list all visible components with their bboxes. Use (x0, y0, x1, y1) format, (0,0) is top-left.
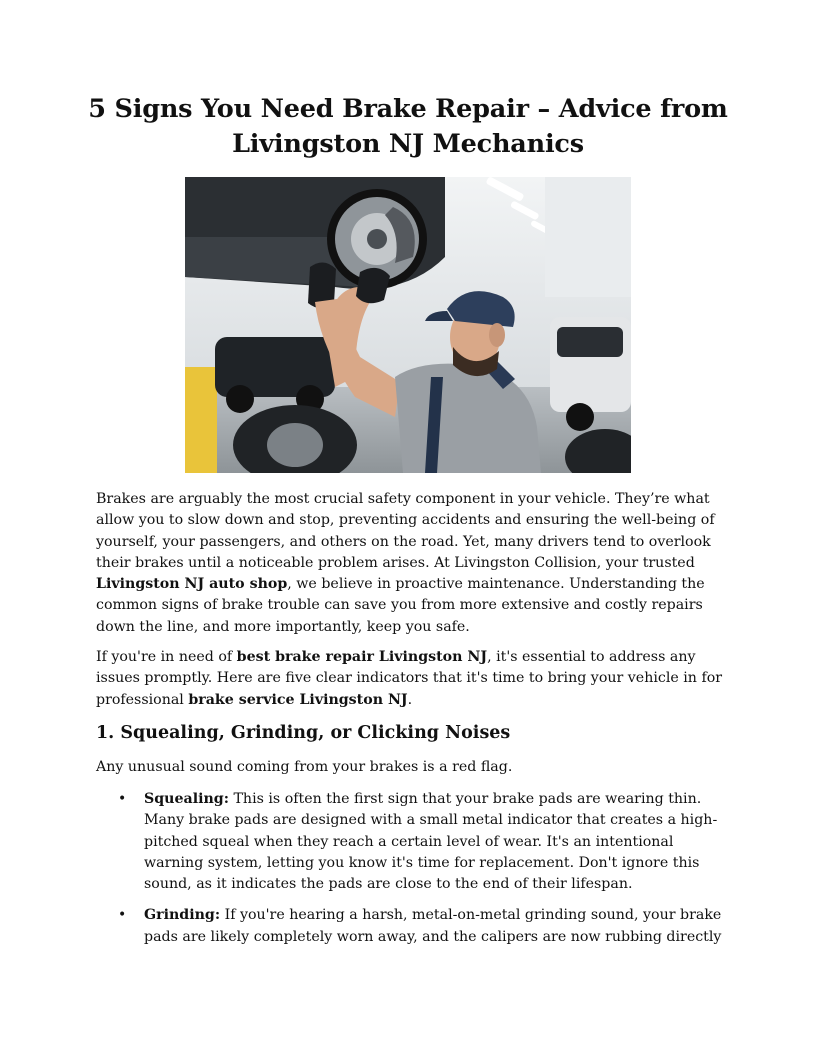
mechanic-photo (185, 177, 631, 473)
hero-image (185, 177, 631, 473)
list-item-text: This is often the first sign that your brake pads are wearing thin. Many brake pads are designed with a small metal indicator that creates a high-pitched squeal when they reach a certain level of wear. It's an intentional warning system, letting you know it's time for replacement. Don't ignore this sound, as it indicates the pads are close to the end of their lifespan. (144, 791, 718, 893)
service-text-2: , it's essential to address any issues promptly. Here are five clear indicators that it's time to bring your vehicle in for professional (96, 649, 723, 708)
brake-service-text: brake service Livingston NJ (188, 691, 408, 708)
section-heading: 1. Squealing, Grinding, or Clicking Noises (96, 723, 511, 743)
section-intro: Any unusual sound coming from your brakes is a red flag. (96, 759, 513, 775)
list-item (96, 789, 724, 895)
intro-paragraph (96, 489, 724, 638)
intro-text-1: Brakes are arguably the most crucial safety component in your vehicle. They’re what allow you to slow down and stop, preventing accidents and ensuring the well-being of yourself, your passengers, and others on the road. Yet, many drivers tend to overlook their brakes until a noticeable problem arises. At Livingston Collision, your trusted (96, 491, 715, 571)
intro-text-2: , we believe in proactive maintenance. Understanding the common signs of brake trouble can save you from more extensive and costly repairs down the line, and more importantly, keep you safe. (96, 576, 705, 635)
service-paragraph (96, 647, 724, 711)
list-item-label: Squealing: (144, 791, 229, 807)
bullet-icon: • (118, 907, 127, 924)
signs-list (96, 789, 724, 958)
list-item (96, 905, 724, 948)
service-text-1: If you're in need of (96, 649, 237, 665)
service-text-3: . (407, 691, 413, 708)
auto-shop-link-text: Livingston NJ auto shop (96, 576, 288, 593)
list-item-text: If you're hearing a harsh, metal-on-metal grinding sound, your brake pads are likely completely worn away, and the calipers are now rubbing directly (144, 907, 722, 945)
best-brake-repair-text: best brake repair Livingston NJ (236, 649, 488, 665)
list-item-label: Grinding: (144, 907, 221, 924)
article-title: 5 Signs You Need Brake Repair – Advice from Livingston NJ Mechanics (88, 94, 728, 159)
bullet-icon: • (118, 791, 127, 807)
